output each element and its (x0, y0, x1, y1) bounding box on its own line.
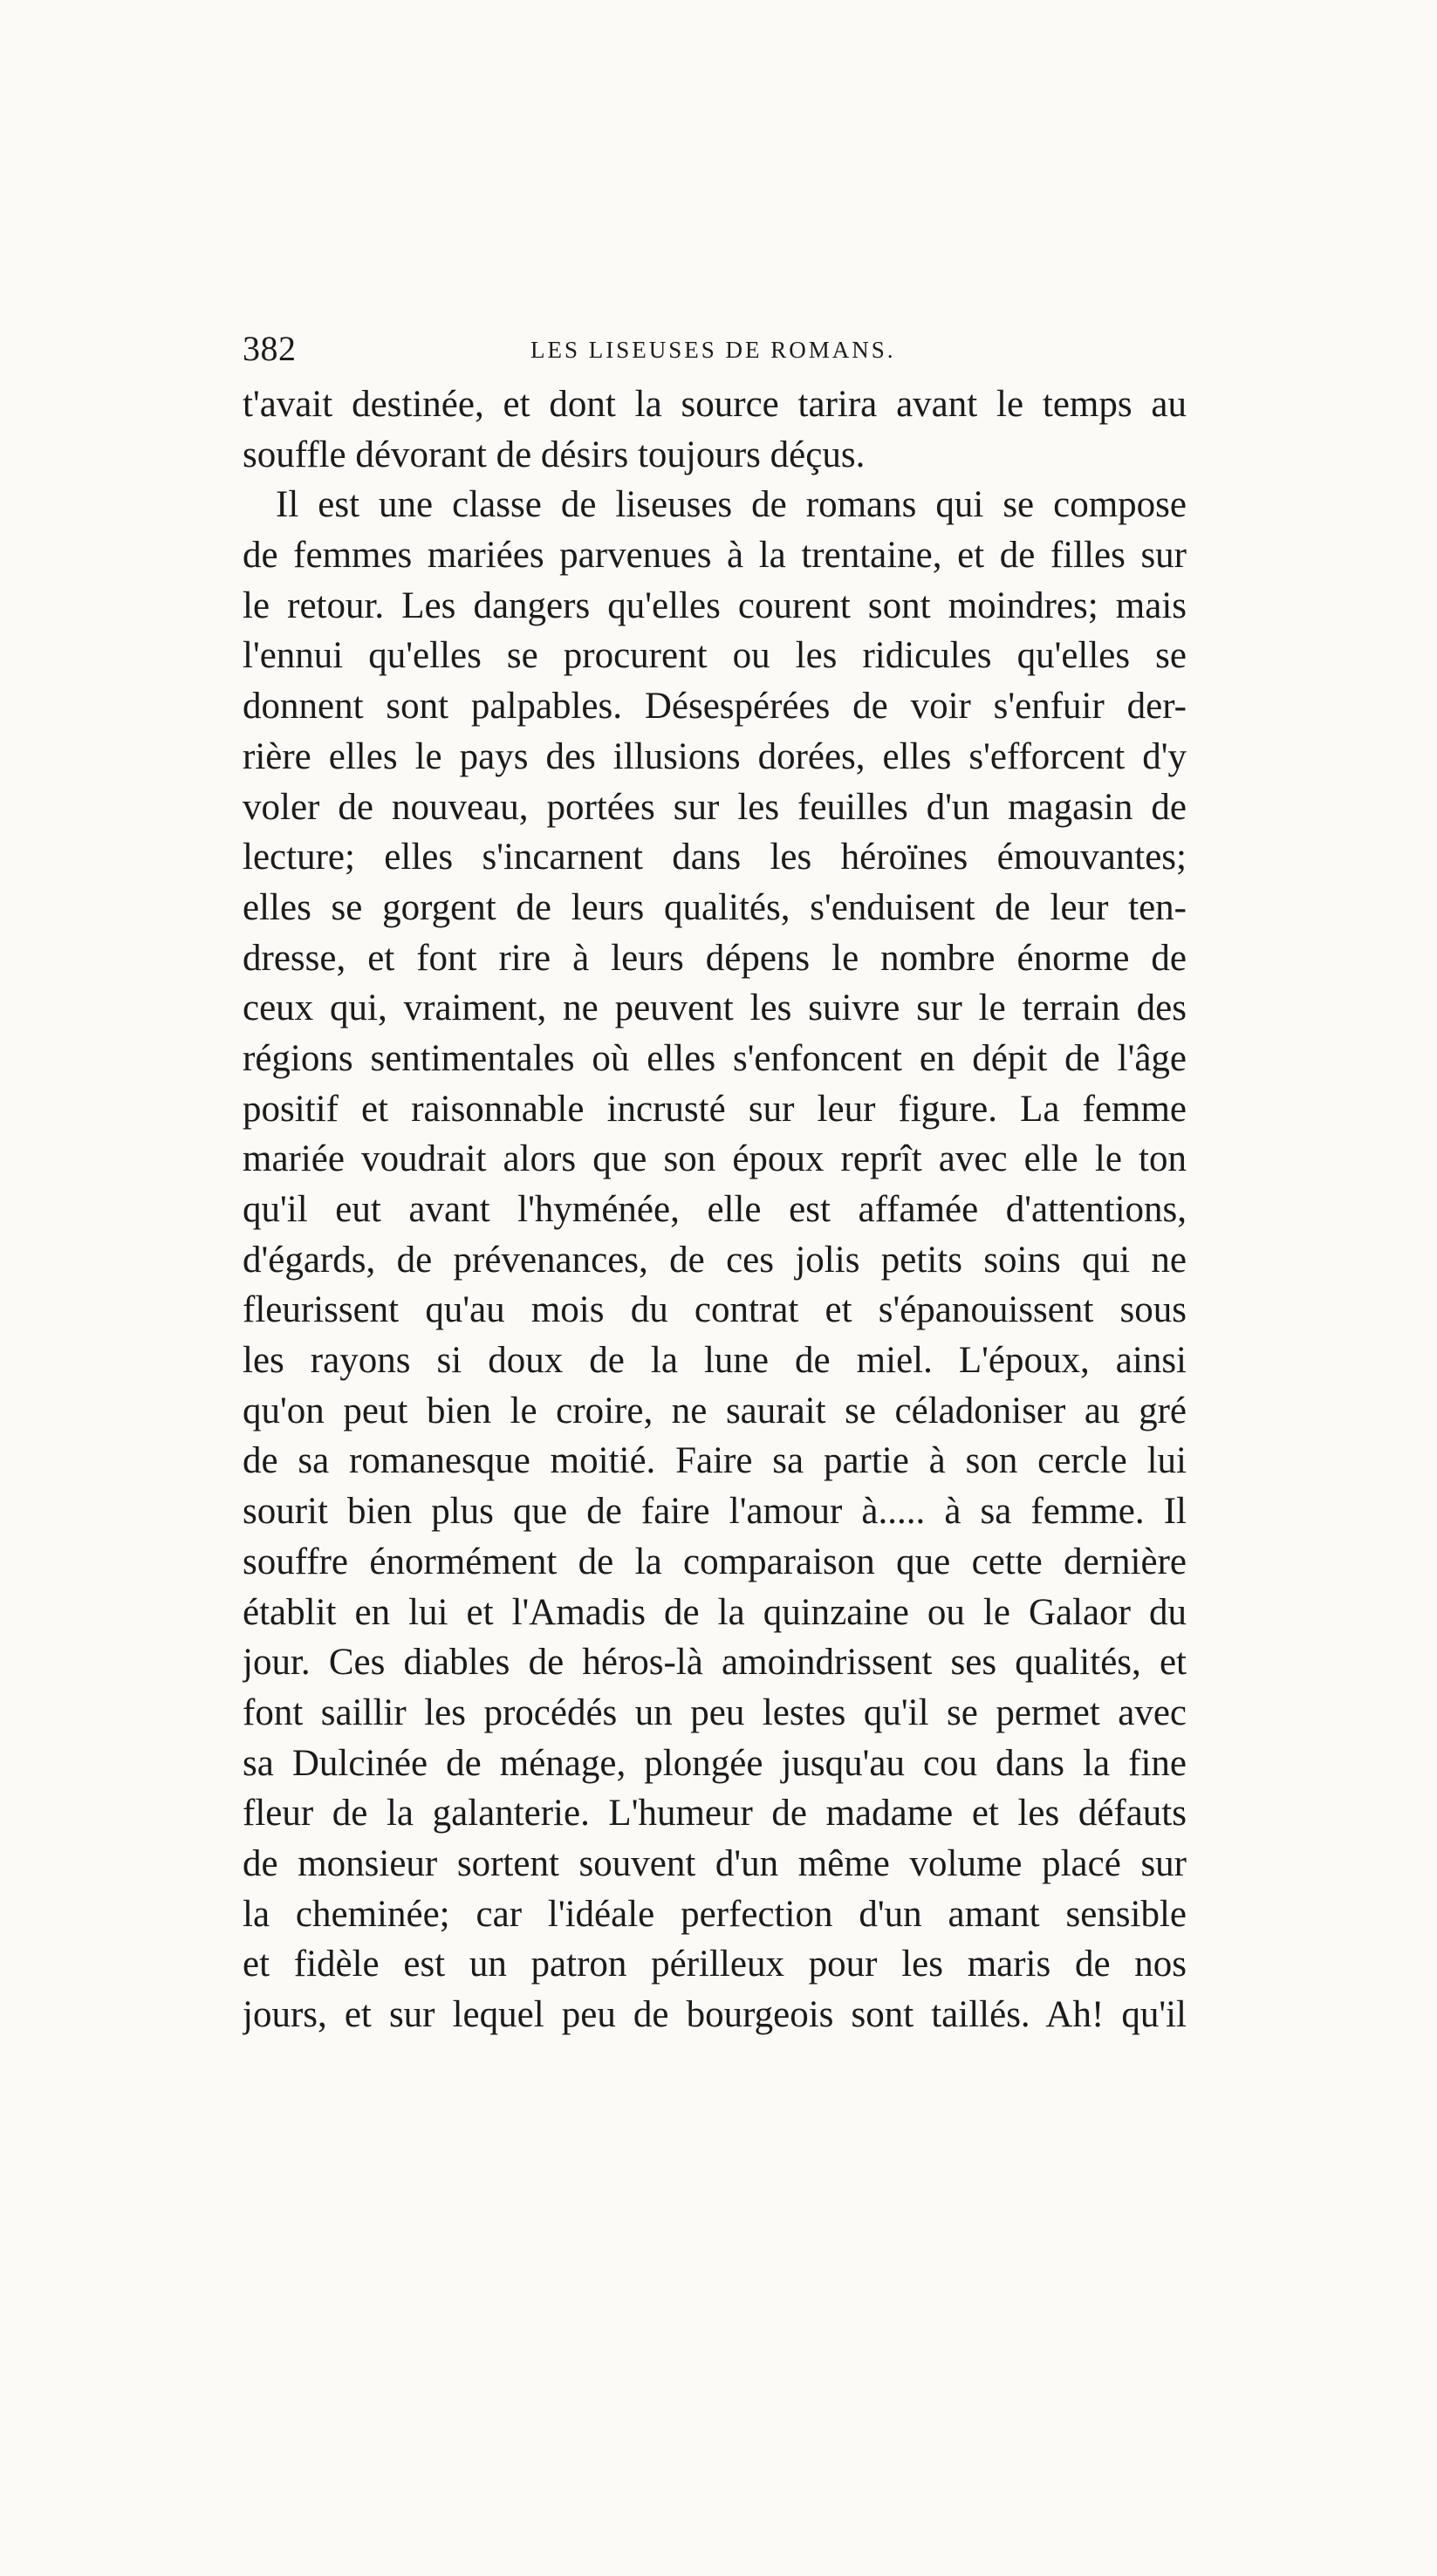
text-line: elles se gorgent de leurs qualités, s'enduisent de leur ten- (243, 886, 1187, 928)
text-line: de femmes mariées parvenues à la trentaine, et de filles sur (243, 535, 1187, 577)
text-line: d'égards, de prévenances, de ces jolis petits soins qui ne (243, 1239, 1187, 1281)
text-line: la cheminée; car l'idéale perfection d'un amant sensible (243, 1893, 1187, 1935)
text-line: établit en lui et l'Amadis de la quinzaine ou le Galaor du (243, 1591, 1187, 1633)
text-line: lecture; elles s'incarnent dans les héroïnes émouvantes; (243, 837, 1187, 878)
text-line: souffle dévorant de désirs toujours déçus. (243, 434, 866, 475)
text-line: font saillir les procédés un peu lestes qu'il se permet avec (243, 1691, 1187, 1733)
text-line: qu'on peut bien le croire, ne saurait se céladoniser au gré (243, 1390, 1187, 1431)
text-line: fleur de la galanterie. L'humeur de madame et les défauts (243, 1793, 1187, 1835)
text-line: voler de nouveau, portées sur les feuilles d'un magasin de (243, 786, 1187, 828)
text-line: jour. Ces diables de héros-là amoindrissent ses qualités, et (243, 1642, 1187, 1684)
text-line: l'ennui qu'elles se procurent ou les ridicules qu'elles se (243, 635, 1187, 677)
body-text (243, 379, 1187, 2040)
text-line: mariée voudrait alors que son époux reprît avec elle le ton (243, 1138, 1187, 1180)
text-line: qu'il eut avant l'hyménée, elle est affamée d'attentions, (243, 1189, 1187, 1230)
page-number: 382 (243, 329, 297, 368)
text-line: ceux qui, vraiment, ne peuvent les suivre sur le terrain des (243, 987, 1187, 1029)
text-line: donnent sont palpables. Désespérées de voir s'enfuir der- (243, 686, 1187, 728)
running-head: LES LISEUSES DE ROMANS. (530, 337, 896, 363)
text-line: le retour. Les dangers qu'elles courent sont moindres; mais (243, 584, 1187, 626)
text-line: et fidèle est un patron périlleux pour les maris de nos (243, 1944, 1187, 1985)
text-line: régions sentimentales où elles s'enfoncent en dépit de l'âge (243, 1037, 1187, 1079)
text-line: rière elles le pays des illusions dorées, elles s'efforcent d'y (243, 735, 1187, 777)
text-line: les rayons si doux de la lune de miel. L'époux, ainsi (243, 1340, 1187, 1382)
text-line: de sa romanesque moitié. Faire sa partie à son cercle lui (243, 1440, 1187, 1482)
text-line: sa Dulcinée de ménage, plongée jusqu'au cou dans la fine (243, 1742, 1187, 1784)
text-line: t'avait destinée, et dont la source tarira avant le temps au (243, 384, 1187, 425)
text-line: dresse, et font rire à leurs dépens le nombre énorme de (243, 937, 1187, 979)
text-line: Il est une classe de liseuses de romans qui se compose (276, 484, 1187, 526)
text-line: positif et raisonnable incrusté sur leur figure. La femme (243, 1088, 1187, 1130)
text-line: fleurissent qu'au mois du contrat et s'épanouissent sous (243, 1289, 1187, 1331)
page-header (243, 328, 1187, 380)
text-line: de monsieur sortent souvent d'un même volume placé sur (243, 1842, 1187, 1884)
text-line: sourit bien plus que de faire l'amour à..... à sa femme. Il (243, 1491, 1187, 1533)
text-line: jours, et sur lequel peu de bourgeois sont taillés. Ah! qu'il (243, 1994, 1187, 2035)
text-line: souffre énormément de la comparaison que cette dernière (243, 1541, 1187, 1582)
